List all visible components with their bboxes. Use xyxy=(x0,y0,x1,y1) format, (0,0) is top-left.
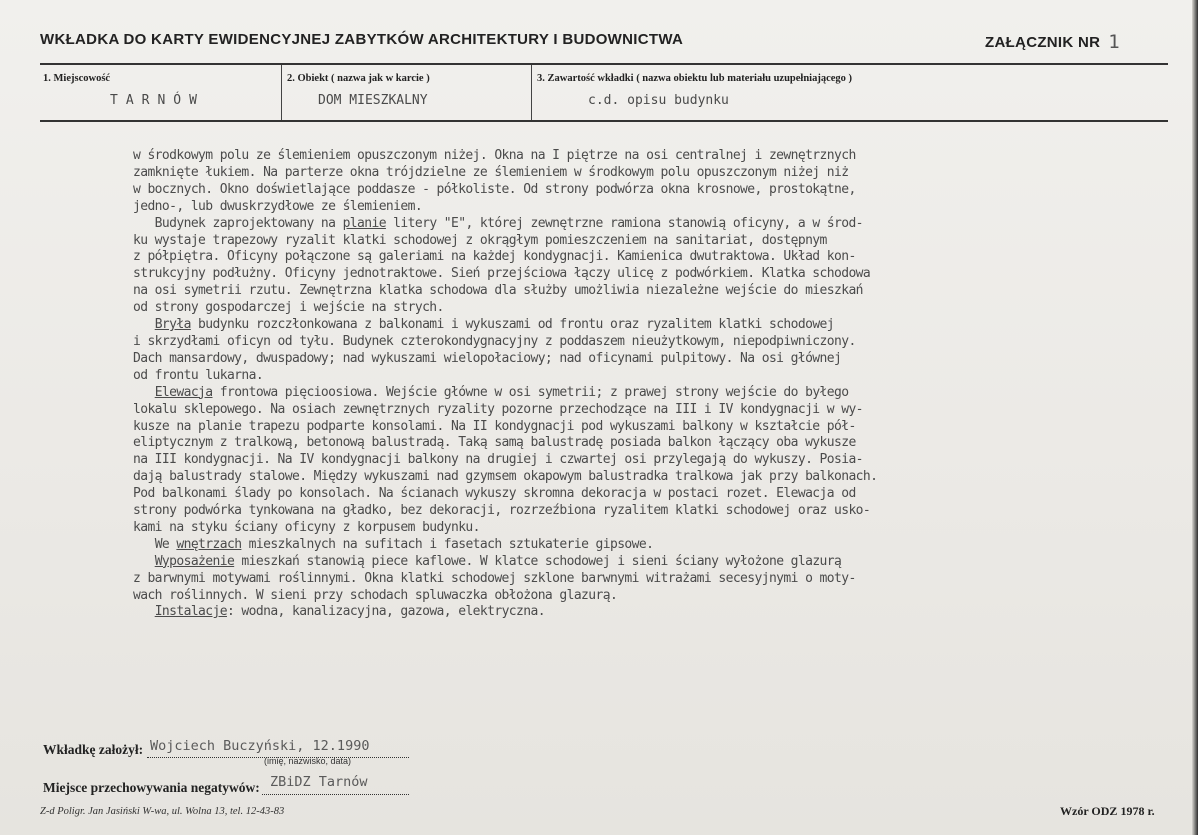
body-line: z półpiętra. Oficyny połączone są galeriami na każdej kondygnacji. Kamienica dwutraktowa. Układ kon- xyxy=(133,249,856,265)
field-divider-1 xyxy=(281,65,282,120)
body-line: na osi symetrii rzutu. Zewnętrzna klatka schodowa dla służby umożliwia niezależne wejście do mieszkań xyxy=(133,283,863,299)
created-by-label: Wkładkę założył: xyxy=(43,742,144,757)
body-line: w bocznych. Okno doświetlające poddasze - półkoliste. Od strony podwórza okna krosnowe, prostokątne, xyxy=(133,181,856,197)
body-line: wach roślinnych. W sieni przy schodach spluwaczka obłożona glazurą. xyxy=(133,587,618,603)
annex-label xyxy=(985,30,1120,52)
object-label xyxy=(287,73,430,84)
negatives-line xyxy=(262,794,409,795)
content-label xyxy=(537,73,852,84)
body-line: mieszkalnych na sufitach i fasetach sztukaterie gipsowe. xyxy=(241,536,654,552)
object-label-text: 2. Obiekt xyxy=(287,73,329,84)
form-model-id: Wzór ODZ 1978 r. xyxy=(1060,804,1155,818)
body-line: lokalu sklepowego. Na osiach zewnętrznych ryzality pozorne przechodzące na III i IV kondygnacji w wy- xyxy=(133,401,863,417)
underlined-term-wyposazenie: Wyposażenie xyxy=(154,553,235,569)
object-label-hint: ( nazwa jak w karcie ) xyxy=(331,73,430,84)
header-rule-top xyxy=(40,63,1168,65)
annex-label-text: ZAŁĄCZNIK NR xyxy=(985,34,1101,51)
object-value: DOM MIESZKALNY xyxy=(318,93,428,108)
body-line: ku wystaje trapezowy ryzalit klatki schodowej z okrągłym pomieszczeniem na sanitariat, dostępnym xyxy=(133,232,827,248)
underlined-term-elewacja: Elewacja xyxy=(154,384,213,400)
body-line: Dach mansardowy, dwuspadowy; nad wykuszami wielopołaciowy; nad oficynami pulpitowy. Na osi głównej xyxy=(133,350,842,366)
body-line: z barwnymi motywami roślinnymi. Okna klatki schodowej szklone barwnymi witrażami secesyjnymi o moty- xyxy=(133,570,856,586)
body-line: dają balustrady stalowe. Między wykuszami nad gzymsem okapowym balustradka tralkowa jak przy balkonach. xyxy=(133,469,878,485)
body-line: od strony gospodarczej i wejście na strych. xyxy=(133,300,444,316)
negatives-label: Miejsce przechowywania negatywów: xyxy=(43,780,260,795)
body-line: od frontu lukarna. xyxy=(133,367,264,383)
body-line: na III kondygnacji. Na IV kondygnacji balkony na drugiej i czwartej osi przylegają do wykuszy. Posia- xyxy=(133,452,863,468)
body-line: kusze na planie trapezu podparte konsolami. Na II kondygnacji pod wykuszami balkony w kształcie pół- xyxy=(133,418,856,434)
form-title: WKŁADKA DO KARTY EWIDENCYJNEJ ZABYTKÓW ARCHITEKTURY I BUDOWNICTWA xyxy=(40,31,684,48)
body-line: kami na styku ściany oficyny z korpusem budynku. xyxy=(133,519,480,535)
body-line: We xyxy=(154,536,177,552)
body-line: strony podwórka tynkowana na gładko, bez dekoracji, rozrzeźbiona ryzalitem klatki schodowej oraz usko- xyxy=(133,503,871,519)
header-rule-bottom xyxy=(40,120,1168,122)
underlined-term-wnetrza: wnętrzach xyxy=(176,536,242,552)
annex-number: 1 xyxy=(1108,31,1121,53)
body-line: mieszkań stanowią piece kaflowe. W klatce schodowej i sieni ściany wyłożone glazurą xyxy=(234,553,842,569)
body-line: w środkowym polu ze ślemieniem opuszczonym niżej. Okna na I piętrze na osi centralnej i zewnętrznych xyxy=(133,148,856,163)
printer-imprint: Z-d Poligr. Jan Jasiński W-wa, ul. Wolna 13, tel. 12-43-83 xyxy=(40,806,285,817)
negatives-value: ZBiDZ Tarnów xyxy=(270,774,368,790)
body-line: frontowa pięcioosiowa. Wejście główne w osi symetrii; z prawej strony wejście do byłego xyxy=(212,384,849,400)
locality-value: TARNÓW xyxy=(110,93,205,108)
content-value: c.d. opisu budynku xyxy=(588,93,729,108)
locality-label: 1. Miejscowość xyxy=(43,73,111,84)
body-line: litery "E", której zewnętrzne ramiona stanowią oficyny, a w środ- xyxy=(385,215,863,231)
body-line: strukcyjny podłużny. Oficyny jednotraktowe. Sień przejściowa łączy ulicę z podwórkiem. Klatka schodowa xyxy=(133,266,871,282)
body-line: : wodna, kanalizacyjna, gazowa, elektryczna. xyxy=(226,604,545,620)
scan-edge xyxy=(1192,0,1198,835)
body-line: zamknięte łukiem. Na parterze okna trójdzielne ze ślemieniem w środkowym polu opuszczonym niżej niż xyxy=(133,164,849,180)
body-line: i skrzydłami oficyn od tyłu. Budynek czterokondygnacyjny z poddaszem nieużytkowym, niepodpiwniczony. xyxy=(133,333,856,349)
typed-description xyxy=(133,148,1178,621)
content-label-hint: ( nazwa obiektu lub materiału uzupełniającego ) xyxy=(636,73,853,84)
body-line: Budynek zaprojektowany na xyxy=(133,215,343,231)
underlined-term-instalacje: Instalacje xyxy=(154,604,227,620)
created-by-hint: (imię, nazwisko, data) xyxy=(264,756,352,766)
body-line: eliptycznym z tralkową, betonową balustradą. Taką samą balustradę posiada balkon łączący oba wykusze xyxy=(133,435,856,451)
created-by-value: Wojciech Buczyński, 12.1990 xyxy=(150,738,370,754)
body-line: Pod balkonami ślady po konsolach. Na ścianach wykuszy skromna dekoracja w postaci rozet. Elewacja od xyxy=(133,486,856,502)
underlined-term-bryla: Bryła xyxy=(154,317,191,333)
body-line: jedno-, lub dwuskrzydłowe ze ślemieniem. xyxy=(133,198,423,214)
content-label-text: 3. Zawartość wkładki xyxy=(537,73,634,84)
field-divider-2 xyxy=(531,65,532,120)
underlined-term-plan: planie xyxy=(342,215,386,231)
body-line: budynku rozczłonkowana z balkonami i wykuszami od frontu oraz ryzalitem klatki schodowej xyxy=(190,317,835,333)
